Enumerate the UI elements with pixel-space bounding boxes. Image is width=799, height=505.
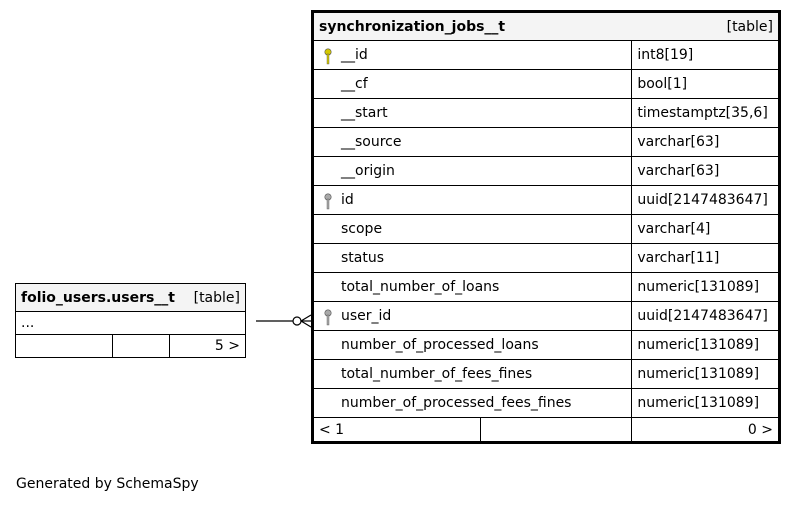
- table-kind-label: [table]: [193, 289, 240, 306]
- generated-by-label: Generated by SchemaSpy: [16, 476, 199, 492]
- column-name-text: __cf: [341, 76, 368, 92]
- column-name-text: __id: [341, 47, 368, 63]
- column-type: numeric[131089]: [632, 360, 780, 389]
- column-name-text: number_of_processed_loans: [341, 337, 539, 353]
- column-name-text: number_of_processed_fees_fines: [341, 395, 572, 411]
- column-row[interactable]: [313, 186, 780, 215]
- primary-key-icon: [323, 48, 333, 65]
- column-type: varchar[11]: [632, 244, 780, 273]
- column-name-text: user_id: [341, 308, 392, 324]
- column-row[interactable]: [313, 128, 780, 157]
- index-key-icon: [323, 193, 333, 210]
- column-row[interactable]: [313, 273, 780, 302]
- footer-spacer: [113, 335, 170, 358]
- table-header: [16, 284, 246, 312]
- column-row[interactable]: [313, 215, 780, 244]
- column-row[interactable]: [313, 244, 780, 273]
- column-type: bool[1]: [632, 70, 780, 99]
- column-row[interactable]: [313, 331, 780, 360]
- crows-foot-icon: [301, 315, 311, 321]
- column-row[interactable]: [313, 360, 780, 389]
- parents-count[interactable]: < 1: [313, 418, 481, 443]
- column-type: numeric[131089]: [632, 331, 780, 360]
- column-type: numeric[131089]: [632, 389, 780, 418]
- column-name: [313, 99, 632, 128]
- column-name-text: __source: [341, 134, 402, 150]
- column-name: [313, 157, 632, 186]
- column-name: [313, 302, 632, 331]
- column-name: [313, 389, 632, 418]
- column-row[interactable]: [313, 99, 780, 128]
- column-name: [313, 215, 632, 244]
- children-count[interactable]: 0 >: [632, 418, 780, 443]
- zero-or-many-circle-icon: [293, 317, 301, 325]
- column-name-text: id: [341, 192, 354, 208]
- parents-count: [16, 335, 113, 358]
- table-header: [313, 12, 780, 41]
- column-row[interactable]: [313, 302, 780, 331]
- column-name-text: total_number_of_loans: [341, 279, 500, 295]
- folio-users-table[interactable]: [15, 283, 246, 358]
- column-name: [313, 186, 632, 215]
- ellipsis: ...: [16, 312, 246, 335]
- column-name-text: __start: [341, 105, 388, 121]
- children-count[interactable]: 5 >: [170, 335, 246, 358]
- column-row[interactable]: [313, 389, 780, 418]
- column-type: numeric[131089]: [632, 273, 780, 302]
- column-type: varchar[4]: [632, 215, 780, 244]
- column-type: varchar[63]: [632, 157, 780, 186]
- index-key-icon: [323, 309, 333, 326]
- column-row[interactable]: [313, 157, 780, 186]
- column-type: varchar[63]: [632, 128, 780, 157]
- column-name-text: scope: [341, 221, 383, 237]
- footer-spacer: [481, 418, 632, 443]
- column-type: timestamptz[35,6]: [632, 99, 780, 128]
- column-row[interactable]: [313, 41, 780, 70]
- column-name-text: total_number_of_fees_fines: [341, 366, 533, 382]
- column-name: [313, 360, 632, 389]
- table-name: folio_users.users__t: [21, 289, 175, 306]
- column-row[interactable]: [313, 70, 780, 99]
- synchronization-jobs-table[interactable]: [311, 10, 781, 444]
- column-name: [313, 128, 632, 157]
- column-name: [313, 273, 632, 302]
- table-footer: [16, 335, 246, 358]
- column-type: int8[19]: [632, 41, 780, 70]
- table-name: synchronization_jobs__t: [319, 18, 506, 35]
- column-type: uuid[2147483647]: [632, 186, 780, 215]
- column-type: uuid[2147483647]: [632, 302, 780, 331]
- column-name: [313, 41, 632, 70]
- table-footer: [313, 418, 780, 443]
- column-name: [313, 70, 632, 99]
- table-kind-label: [table]: [726, 18, 773, 35]
- column-name: [313, 331, 632, 360]
- column-name: [313, 244, 632, 273]
- elided-columns-row: [16, 312, 246, 335]
- column-name-text: status: [341, 250, 385, 266]
- column-name-text: __origin: [341, 163, 395, 179]
